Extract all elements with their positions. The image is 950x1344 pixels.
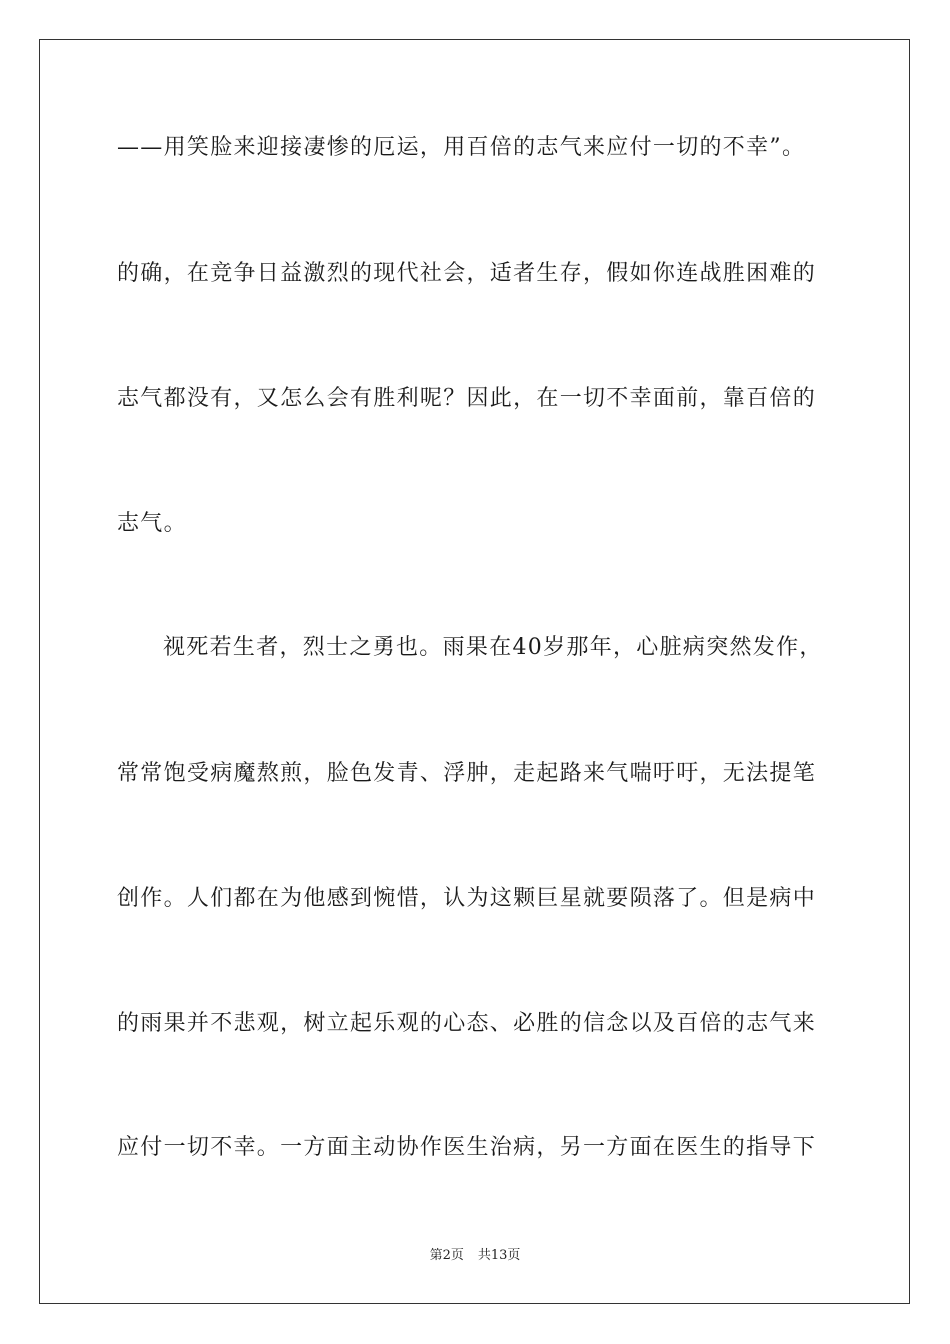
- page-total: 共13页: [477, 1248, 521, 1263]
- text-line-3: 志气都没有，又怎么会有胜利呢？因此，在一切不幸面前，靠百倍的: [117, 386, 817, 411]
- text-line-7: 创作。人们都在为他感到惋惜，认为这颗巨星就要陨落了。但是病中: [117, 886, 817, 911]
- page-number: 第2页: [429, 1248, 464, 1263]
- page-footer: [0, 1247, 950, 1265]
- text-line-4: 志气。: [117, 511, 187, 536]
- text-line-2: 的确，在竞争日益激烈的现代社会，适者生存，假如你连战胜困难的: [117, 261, 817, 286]
- text-line-8: 的雨果并不悲观，树立起乐观的心态、必胜的信念以及百倍的志气来: [117, 1011, 817, 1036]
- page-border: [39, 39, 910, 1304]
- text-line-6: 常常饱受病魔熬煎，脸色发青、浮肿，走起路来气喘吁吁，无法提笔: [117, 761, 817, 786]
- text-line-1: ——用笑脸来迎接凄惨的厄运，用百倍的志气来应付一切的不幸”。: [117, 135, 806, 160]
- text-line-9: 应付一切不幸。一方面主动协作医生治病，另一方面在医生的指导下: [117, 1135, 817, 1160]
- text-line-5: 视死若生者，烈士之勇也。雨果在40岁那年，心脏病突然发作，: [163, 635, 823, 660]
